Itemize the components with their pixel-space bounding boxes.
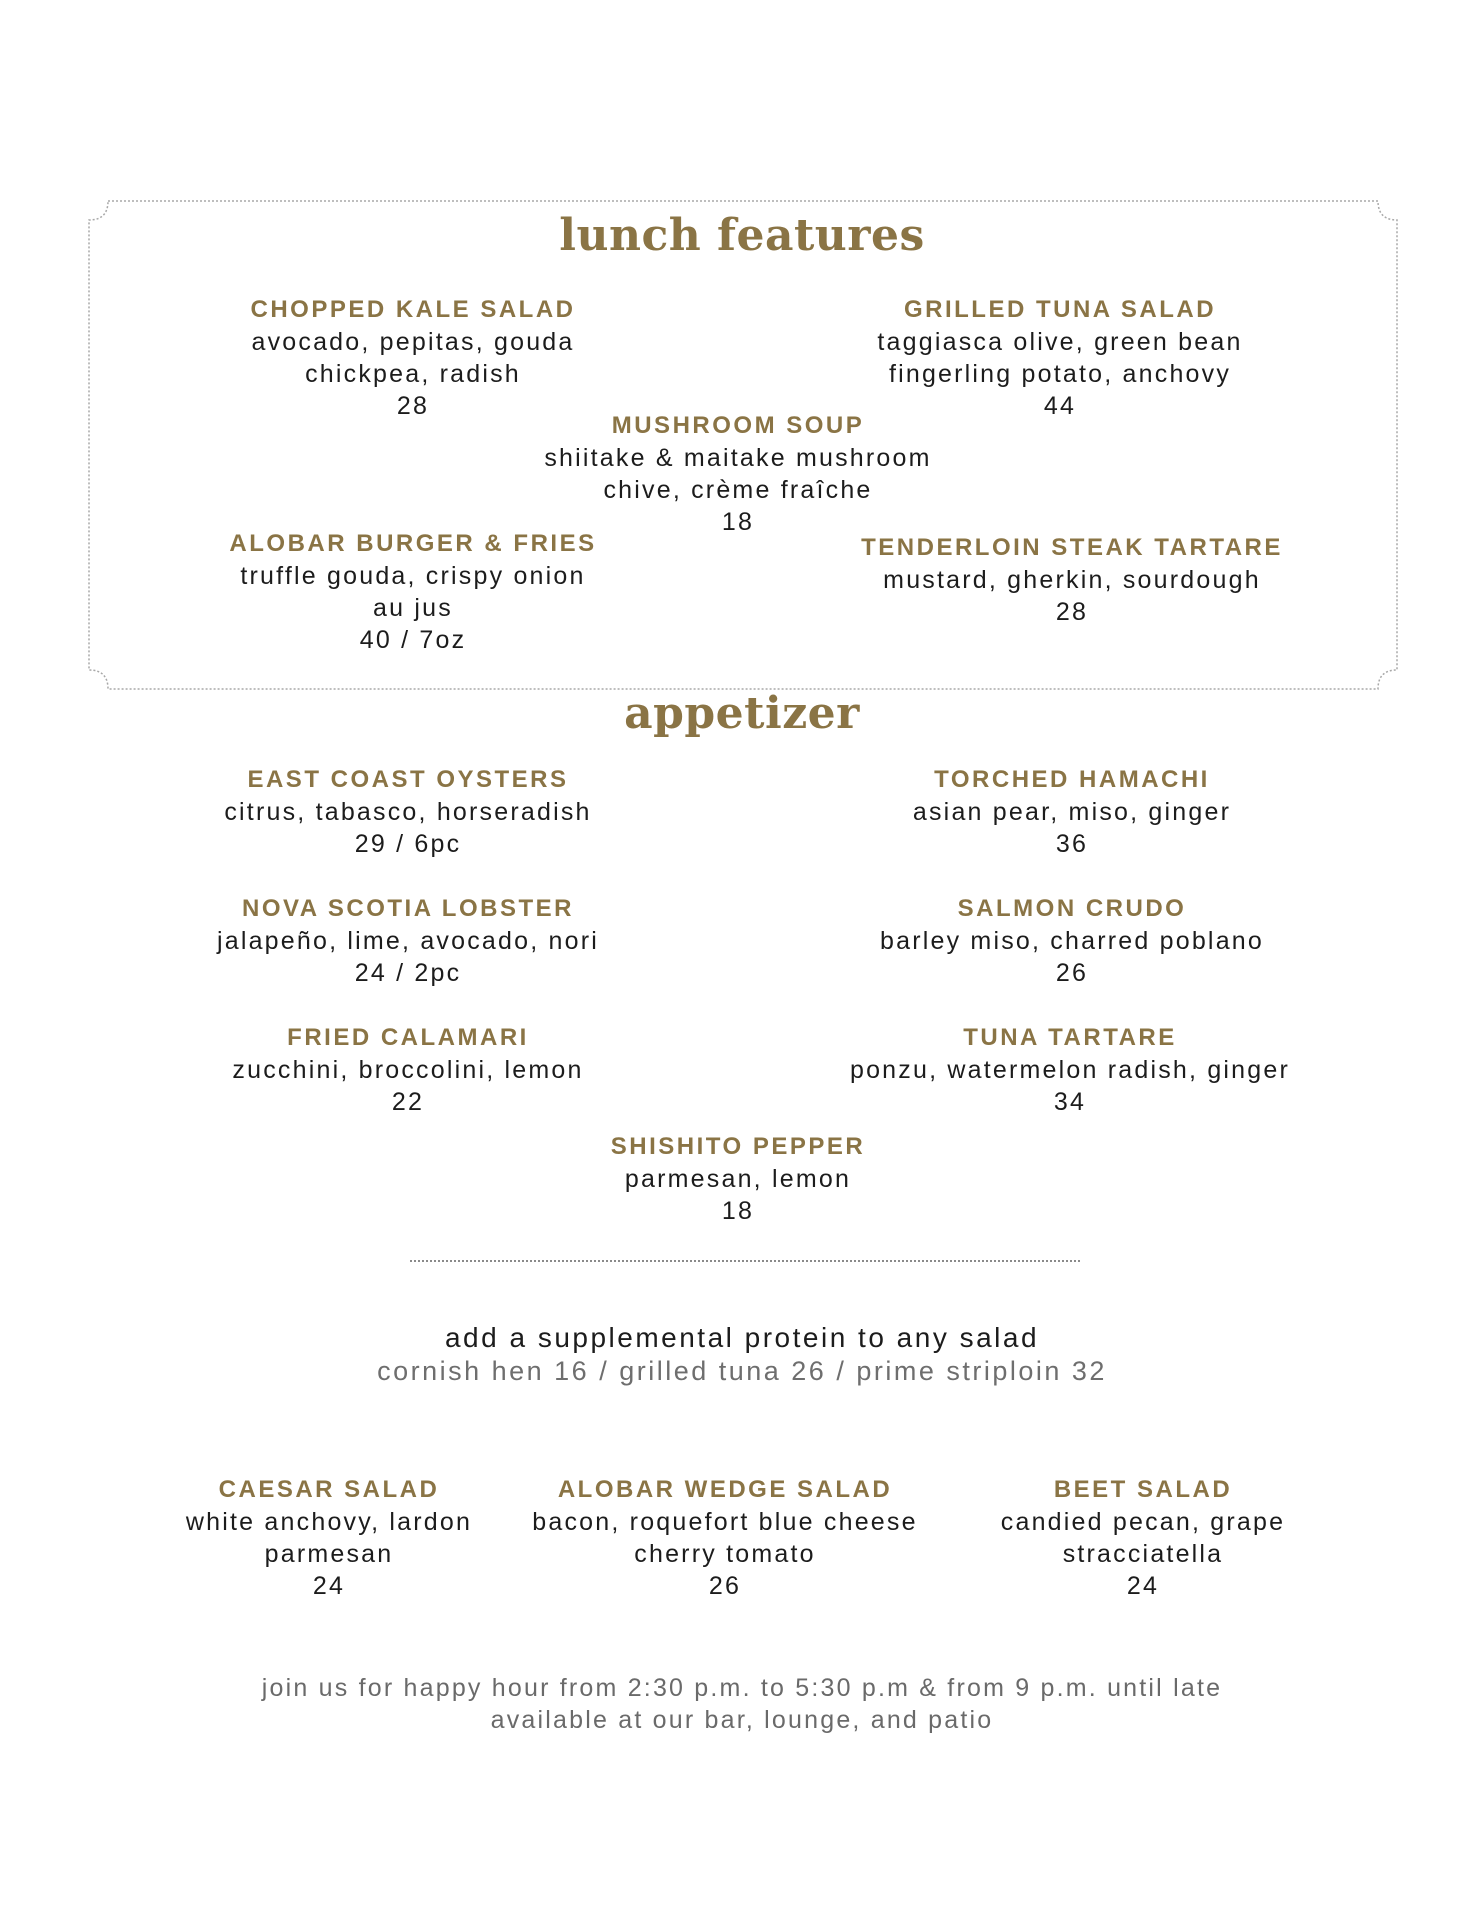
item-price: 28 — [396, 392, 430, 420]
item-description: white anchovy, lardon — [185, 1508, 473, 1536]
item-name: ALOBAR WEDGE SALAD — [557, 1476, 893, 1503]
item-price: 24 — [312, 1572, 346, 1600]
item-description: taggiasca olive, green bean — [877, 328, 1243, 356]
item-name: CHOPPED KALE SALAD — [250, 296, 576, 323]
menu-item — [224, 764, 591, 860]
menu-item — [913, 764, 1231, 860]
item-name: ALOBAR BURGER & FRIES — [229, 530, 597, 557]
item-name: CAESAR SALAD — [218, 1476, 440, 1503]
item-description: chickpea, radish — [305, 360, 521, 388]
item-price: 28 — [1055, 598, 1089, 626]
item-description: parmesan, lemon — [624, 1165, 852, 1193]
item-price: 29 / 6pc — [354, 830, 462, 858]
item-description: citrus, tabasco, horseradish — [224, 798, 592, 826]
item-name: MUSHROOM SOUP — [611, 412, 865, 439]
menu-item — [1001, 1474, 1285, 1602]
item-price: 34 — [1053, 1088, 1087, 1116]
footer-happy-hour: join us for happy hour from 2:30 p.m. to 5:30 p.m & from 9 p.m. until late — [261, 1674, 1223, 1702]
item-description: jalapeño, lime, avocado, nori — [216, 927, 600, 955]
item-name: TENDERLOIN STEAK TARTARE — [861, 534, 1283, 561]
menu-item — [229, 528, 596, 656]
menu-item — [250, 294, 575, 422]
lunch-features-title: lunch features — [559, 210, 925, 261]
item-description: chive, crème fraîche — [603, 476, 873, 504]
menu-item — [877, 294, 1242, 422]
item-description: stracciatella — [1062, 1540, 1224, 1568]
menu-item — [232, 1022, 583, 1118]
item-description: mustard, gherkin, sourdough — [883, 566, 1261, 594]
item-price: 36 — [1055, 830, 1089, 858]
footer-availability: available at our bar, lounge, and patio — [490, 1706, 994, 1734]
item-name: TORCHED HAMACHI — [934, 766, 1210, 793]
item-price: 44 — [1043, 392, 1077, 420]
appetizer-title: appetizer — [624, 688, 860, 739]
item-price: 18 — [721, 508, 755, 536]
menu-item — [611, 1131, 865, 1227]
menu-item — [544, 410, 931, 538]
item-description: au jus — [373, 594, 453, 622]
item-description: parmesan — [264, 1540, 394, 1568]
item-description: truffle gouda, crispy onion — [240, 562, 586, 590]
menu-item — [861, 532, 1283, 628]
item-description: zucchini, broccolini, lemon — [232, 1056, 584, 1084]
item-name: TUNA TARTARE — [963, 1024, 1177, 1051]
item-price: 18 — [721, 1197, 755, 1225]
item-description: cherry tomato — [634, 1540, 816, 1568]
item-price: 40 / 7oz — [359, 626, 467, 654]
item-description: shiitake & maitake mushroom — [544, 444, 932, 472]
menu-item — [880, 893, 1264, 989]
item-price: 24 / 2pc — [354, 959, 462, 987]
item-description: bacon, roquefort blue cheese — [532, 1508, 918, 1536]
menu-item — [217, 893, 599, 989]
item-description: fingerling potato, anchovy — [888, 360, 1232, 388]
menu-item — [532, 1474, 917, 1602]
item-name: EAST COAST OYSTERS — [247, 766, 569, 793]
item-name: SALMON CRUDO — [957, 895, 1187, 922]
item-price: 24 — [1126, 1572, 1160, 1600]
item-name: FRIED CALAMARI — [287, 1024, 529, 1051]
menu-item — [186, 1474, 472, 1602]
item-price: 22 — [391, 1088, 425, 1116]
item-name: BEET SALAD — [1053, 1476, 1233, 1503]
item-name: GRILLED TUNA SALAD — [903, 296, 1217, 323]
item-description: barley miso, charred poblano — [880, 927, 1264, 955]
item-price: 26 — [1055, 959, 1089, 987]
item-description: candied pecan, grape — [1000, 1508, 1286, 1536]
item-name: SHISHITO PEPPER — [610, 1133, 866, 1160]
item-description: ponzu, watermelon radish, ginger — [849, 1056, 1291, 1084]
menu-item — [850, 1022, 1290, 1118]
item-description: avocado, pepitas, gouda — [251, 328, 575, 356]
item-description: asian pear, miso, ginger — [912, 798, 1232, 826]
supplement-title: add a supplemental protein to any salad — [444, 1322, 1040, 1353]
item-price: 26 — [708, 1572, 742, 1600]
section-divider — [410, 1260, 1080, 1262]
item-name: NOVA SCOTIA LOBSTER — [242, 895, 574, 922]
supplement-options: cornish hen 16 / grilled tuna 26 / prime striploin 32 — [377, 1356, 1107, 1386]
